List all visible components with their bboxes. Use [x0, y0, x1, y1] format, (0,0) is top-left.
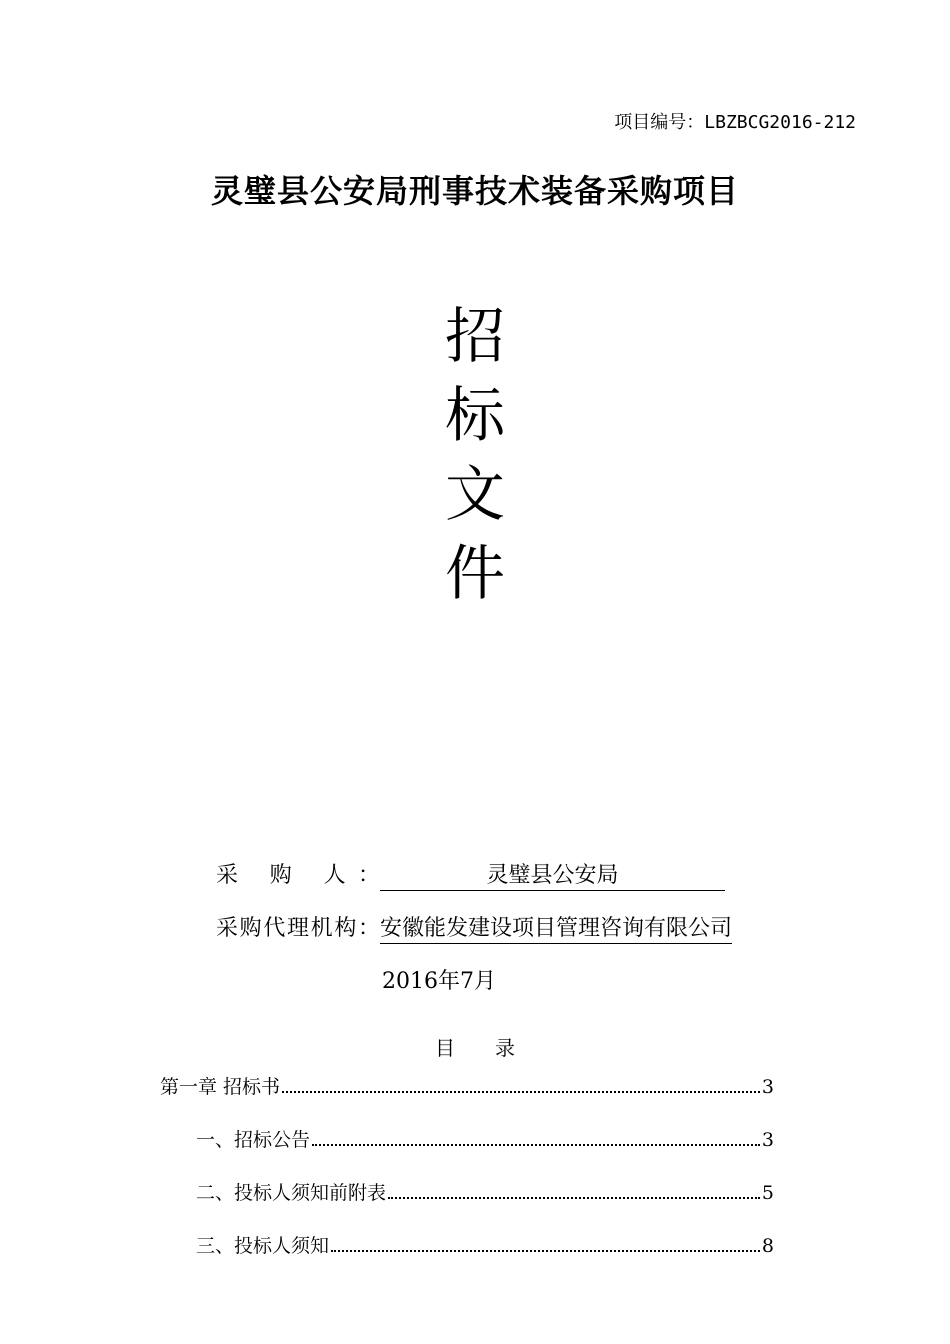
- purchaser-value: 灵璧县公安局: [380, 862, 725, 891]
- agency-row: [216, 914, 732, 944]
- toc-leader-dots: [388, 1197, 760, 1199]
- agency-label: 采购代理机构：: [216, 916, 380, 941]
- toc-leader-dots: [312, 1144, 760, 1146]
- table-of-contents: [160, 1073, 774, 1285]
- issue-date: 2016年7月: [382, 969, 496, 994]
- toc-leader-dots: [331, 1250, 760, 1252]
- toc-item-page: 5: [761, 1182, 774, 1204]
- document-title: 灵璧县公安局刑事技术装备采购项目: [210, 172, 739, 210]
- document-type-char: 件: [445, 539, 505, 609]
- toc-item[interactable]: [160, 1179, 774, 1232]
- toc-title: 目录: [435, 1036, 555, 1060]
- toc-item[interactable]: [160, 1232, 774, 1285]
- toc-leader-dots: [282, 1091, 760, 1093]
- agency-value: 安徽能发建设项目管理咨询有限公司: [380, 915, 732, 944]
- document-type-char: 招: [445, 302, 505, 372]
- purchaser-row: [216, 861, 725, 891]
- document-type-char: 文: [445, 460, 505, 530]
- toc-item-page: 3: [761, 1129, 774, 1151]
- toc-item-text: 第一章 招标书: [160, 1076, 281, 1098]
- toc-item-text: 一、招标公告: [196, 1129, 311, 1151]
- toc-item-text: 三、投标人须知: [196, 1235, 330, 1257]
- purchaser-label: 采 购 人：: [216, 863, 380, 888]
- project-number: 项目编号：LBZBCG2016-212: [614, 112, 856, 133]
- document-type-heading: [0, 298, 950, 614]
- document-type-char: 标: [445, 381, 505, 451]
- toc-item-text: 二、投标人须知前附表: [196, 1182, 387, 1204]
- toc-item[interactable]: [160, 1126, 774, 1179]
- toc-item-page: 3: [761, 1076, 774, 1098]
- toc-item-page: 8: [761, 1235, 774, 1257]
- toc-item[interactable]: [160, 1073, 774, 1126]
